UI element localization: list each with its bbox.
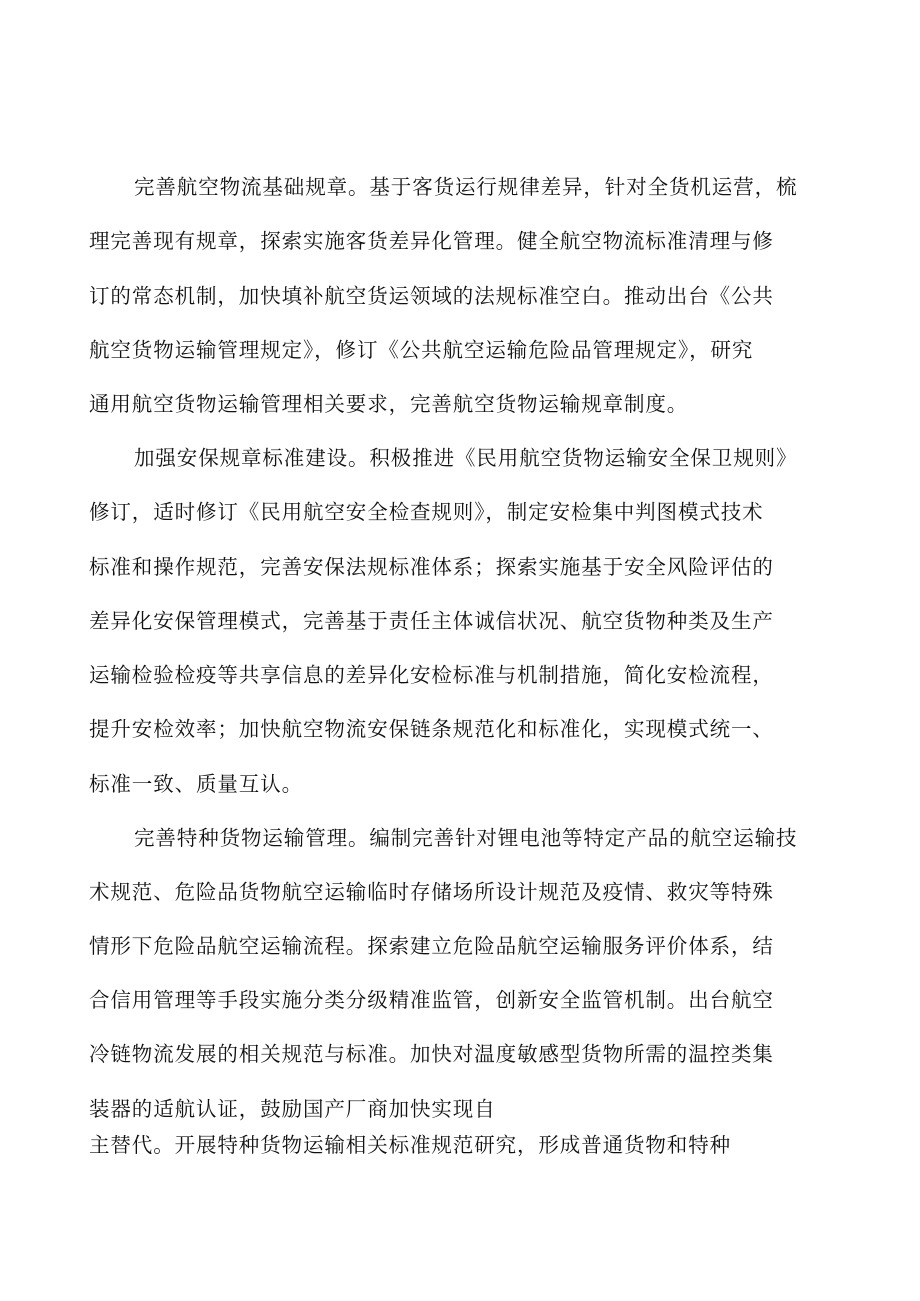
- text-line: 标准和操作规范，完善安保法规标准体系；探索实施基于安全风险评估的: [89, 555, 774, 579]
- text-line: 完善特种货物运输管理。编制完善针对锂电池等特定产品的航空运输技: [134, 826, 798, 850]
- text-line: 理完善现有规章，探索实施客货差异化管理。健全航空物流标准清理与修: [89, 229, 774, 253]
- text-line: 冷链物流发展的相关规范与标准。加快对温度敏感型货物所需的温控类集: [89, 1042, 774, 1066]
- text-line: 差异化安保管理模式，完善基于责任主体诚信状况、航空货物种类及生产: [89, 609, 774, 633]
- text-line: 加强安保规章标准建设。积极推进《民用航空货物运输安全保卫规则》: [134, 446, 798, 470]
- text-line: 装器的适航认证，鼓励国产厂商加快实现自: [89, 1097, 496, 1121]
- text-line: 通用航空货物运输管理相关要求，完善航空货物运输规章制度。: [89, 392, 689, 416]
- text-line: 术规范、危险品货物航空运输临时存储场所设计规范及疫情、救灾等特殊: [89, 880, 774, 904]
- text-line: 标准一致、质量互认。: [89, 772, 303, 796]
- text-line: 提升安检效率；加快航空物流安保链条规范化和标准化，实现模式统一、: [89, 717, 774, 741]
- text-line: 订的常态机制，加快填补航空货运领域的法规标准空白。推动出台《公共: [89, 284, 774, 308]
- text-line: 情形下危险品航空运输流程。探索建立危险品航空运输服务评价体系，结: [89, 934, 774, 958]
- text-line: 航空货物运输管理规定》，修订《公共航空运输危险品管理规定》，研究: [89, 338, 754, 362]
- text-line: 修订，适时修订《民用航空安全检查规则》，制定安检集中判图模式技术: [89, 500, 764, 524]
- text-line: 运输检验检疫等共享信息的差异化安检标准与机制措施，简化安检流程，: [89, 663, 774, 687]
- text-line: 完善航空物流基础规章。基于客货运行规律差异，针对全货机运营，梳: [134, 175, 798, 199]
- text-line: 合信用管理等手段实施分类分级精准监管，创新安全监管机制。出台航空: [89, 988, 774, 1012]
- text-line: 主替代。开展特种货物运输相关标准规范研究，形成普通货物和特种: [89, 1133, 731, 1157]
